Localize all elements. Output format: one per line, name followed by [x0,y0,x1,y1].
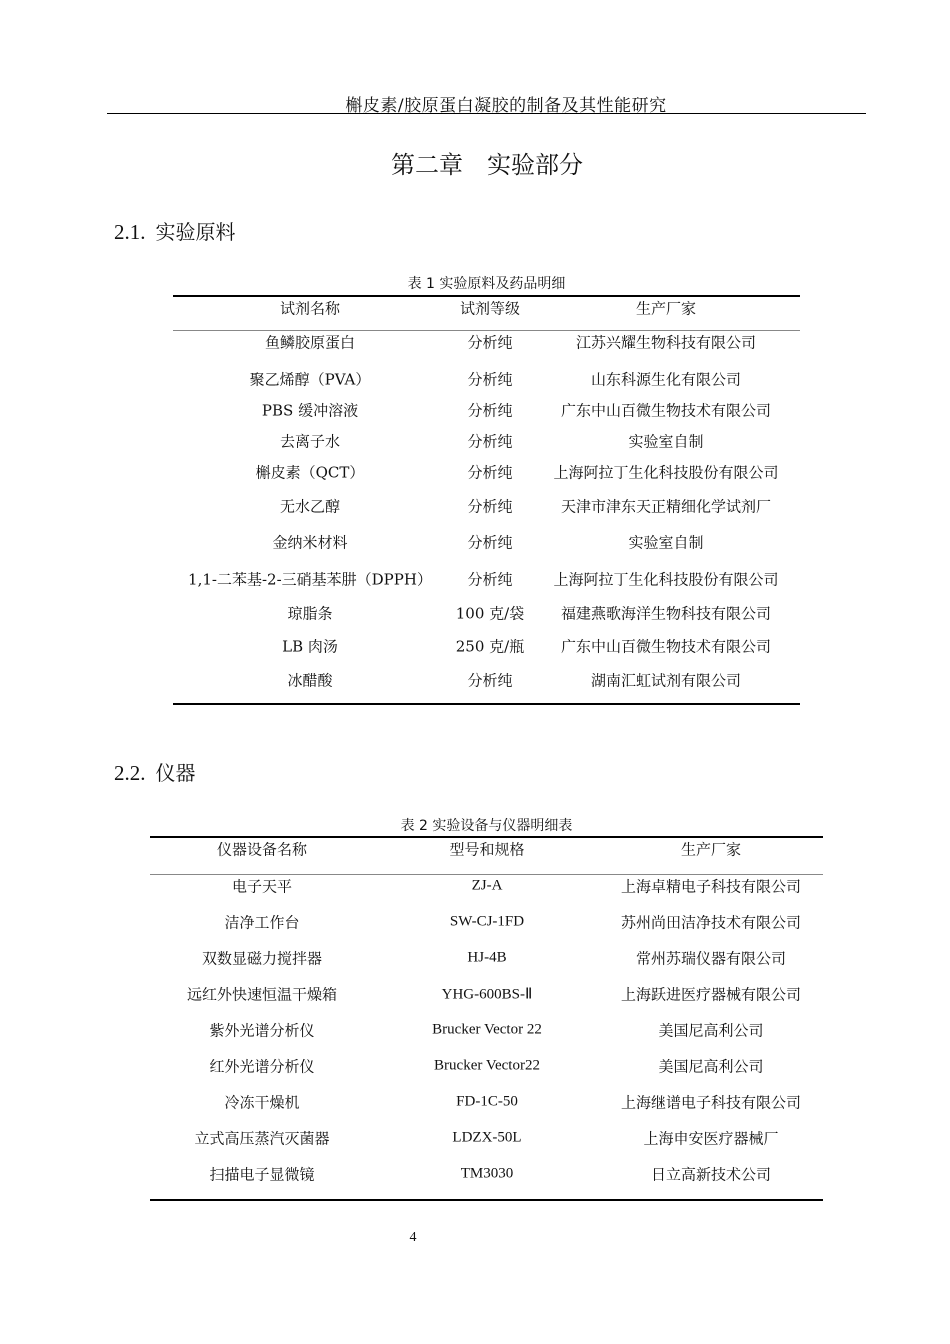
table-cell: Brucker Vector 22 [432,1021,542,1038]
table-cell: HJ-4B [467,949,507,966]
table-cell: 湖南汇虹试剂有限公司 [590,671,741,690]
table-cell: 上海继谱电子科技有限公司 [620,1093,801,1112]
table-cell: 100 克/袋 [455,604,525,623]
table-cell: 江苏兴耀生物科技有限公司 [575,333,756,352]
table-cell: 天津市津东天正精细化学试剂厂 [560,497,771,516]
table-cell: 红外光谱分析仪 [209,1057,315,1076]
section-heading-2-1 [114,216,236,245]
header-cell: 仪器设备名称 [216,840,307,859]
table-cell: 美国尼高利公司 [658,1057,764,1076]
table-cell: 聚乙烯醇（PVA） [249,370,371,389]
section-title: 仪器 [155,761,196,785]
table-cell: 槲皮素（QCT） [255,463,365,482]
table-cell: 上海阿拉丁生化科技股份有限公司 [553,463,779,482]
table-bottom-rule [150,1199,823,1201]
chapter-title: 实验部分 [487,151,583,179]
table-cell: 分析纯 [467,671,513,690]
table-cell: 山东科源生化有限公司 [590,370,741,389]
table-cell: Brucker Vector22 [434,1057,540,1074]
table-cell: 扫描电子显微镜 [209,1165,315,1184]
table-cell: 250 克/瓶 [455,637,525,656]
header-cell: 生产厂家 [680,840,741,859]
table-cell: 1,1-二苯基-2-三硝基苯肼（DPPH） [188,570,432,589]
table-cell: 分析纯 [467,370,513,389]
header-cell: 试剂名称 [279,299,340,318]
section-number: 2.2. [114,761,146,785]
table-cell: 无水乙醇 [279,497,340,516]
table-cell: 冷冻干燥机 [224,1093,300,1112]
section-number: 2.1. [114,220,146,244]
table-cell: 实验室自制 [628,533,704,552]
running-header: 槲皮素/胶原蛋白凝胶的制备及其性能研究 [345,96,667,116]
table-cell: 苏州尚田洁净技术有限公司 [620,913,801,932]
table-caption: 表 1 实验原料及药品明细 [407,276,566,292]
table-cell: 日立高新技术公司 [650,1165,771,1184]
table-cell: 立式高压蒸汽灭菌器 [194,1129,330,1148]
table-cell: PBS 缓冲溶液 [261,401,359,420]
table-cell: 分析纯 [467,401,513,420]
table-cell: SW-CJ-1FD [449,913,525,930]
header-rule [107,113,866,114]
table-cell: FD-1C-50 [456,1093,518,1110]
table-cell: 电子天平 [231,877,292,896]
section-heading-2-2 [114,757,196,786]
table-bottom-rule [173,703,800,705]
table-cell: 广东中山百微生物技术有限公司 [560,637,771,656]
table-cell: YHG-600BS-Ⅱ [441,986,533,1003]
table-cell: 紫外光谱分析仪 [209,1021,315,1040]
table-cell: 福建燕歌海洋生物科技有限公司 [560,604,771,623]
table-cell: 实验室自制 [628,432,704,451]
table-cell: 分析纯 [467,463,513,482]
table-cell: 分析纯 [467,432,513,451]
header-cell: 生产厂家 [635,299,696,318]
table-cell: LB 肉汤 [282,637,338,656]
table-cell: 分析纯 [467,533,513,552]
table-cell: 上海卓精电子科技有限公司 [620,877,801,896]
header-cell: 试剂等级 [459,299,520,318]
table-cell: 冰醋酸 [287,671,333,690]
table-cell: 上海申安医疗器械厂 [643,1129,779,1148]
table-cell: 远红外快速恒温干燥箱 [186,985,337,1004]
table-cell: 广东中山百微生物技术有限公司 [560,401,771,420]
table-cell: 洁净工作台 [224,913,300,932]
table-cell: 鱼鳞胶原蛋白 [264,333,355,352]
table-cell: 双数显磁力搅拌器 [201,949,322,968]
chapter-number: 第二章 [391,151,463,179]
header-cell: 型号和规格 [449,840,525,859]
table-cell: 上海跃进医疗器械有限公司 [620,985,801,1004]
table-cell: 分析纯 [467,497,513,516]
page-number: 4 [409,1230,417,1245]
table-cell: 分析纯 [467,333,513,352]
table-cell: 美国尼高利公司 [658,1021,764,1040]
table-cell: LDZX-50L [452,1129,522,1146]
table-cell: 常州苏瑞仪器有限公司 [635,949,786,968]
table-cell: 去离子水 [279,432,340,451]
table-cell: TM3030 [460,1165,514,1182]
section-title: 实验原料 [155,220,236,244]
chapter-heading [0,145,950,180]
table-cell: 分析纯 [467,570,513,589]
table-cell: ZJ-A [471,877,503,894]
table-cell: 琼脂条 [287,604,333,623]
table-cell: 上海阿拉丁生化科技股份有限公司 [553,570,779,589]
table-cell: 金纳米材料 [272,533,348,552]
table-caption: 表 2 实验设备与仪器明细表 [400,818,573,834]
